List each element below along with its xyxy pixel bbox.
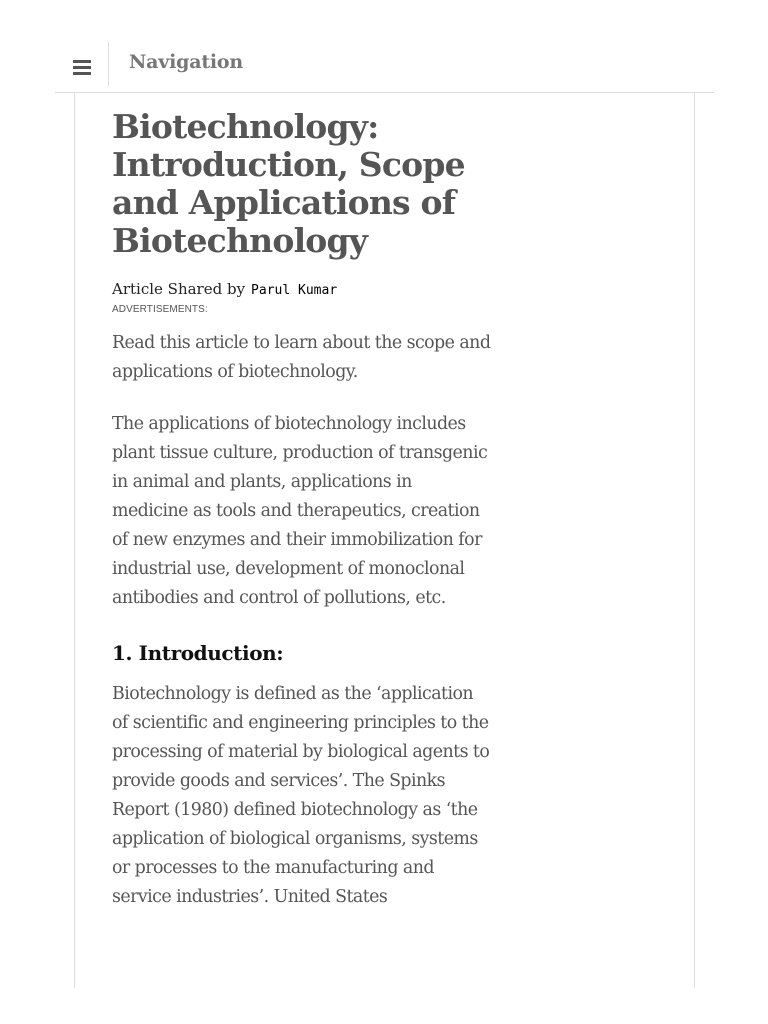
intro-paragraph: Read this article to learn about the scope and applications of biotechnology. [112,333,491,382]
navigation-label[interactable]: Navigation [129,51,244,73]
author-name[interactable]: Parul Kumar [251,283,338,298]
applications-paragraph: The applications of biotechnology includes plant tissue culture, production of transgenic in animal and plants, applications in medicine as tools and therapeutics, creation of new enzymes and their immobilization for industrial use, development of monoclonal antibodies and control of pollutions, etc. [112,414,488,608]
hamburger-menu-icon [73,60,91,75]
article [112,108,492,912]
article-title: Biotechnology: Introduction, Scope and Applications of Biotechnology [112,107,465,260]
section-heading: 1. Introduction: [112,641,284,665]
advertisements-label: ADVERTISEMENTS: [112,304,208,315]
menu-button[interactable] [55,42,109,86]
section-paragraph: Biotechnology is defined as the ‘application of scientific and engineering principles to the processing of material by biological agents to provide goods and services’. The Spinks Report (1980) defined biotechnology as ‘the application of biological organisms, systems or processes to the manufacturing and service industries’. United States [112,684,490,907]
byline [112,280,492,302]
navigation-bar [55,38,714,93]
byline-prefix: Article Shared by [112,280,246,298]
